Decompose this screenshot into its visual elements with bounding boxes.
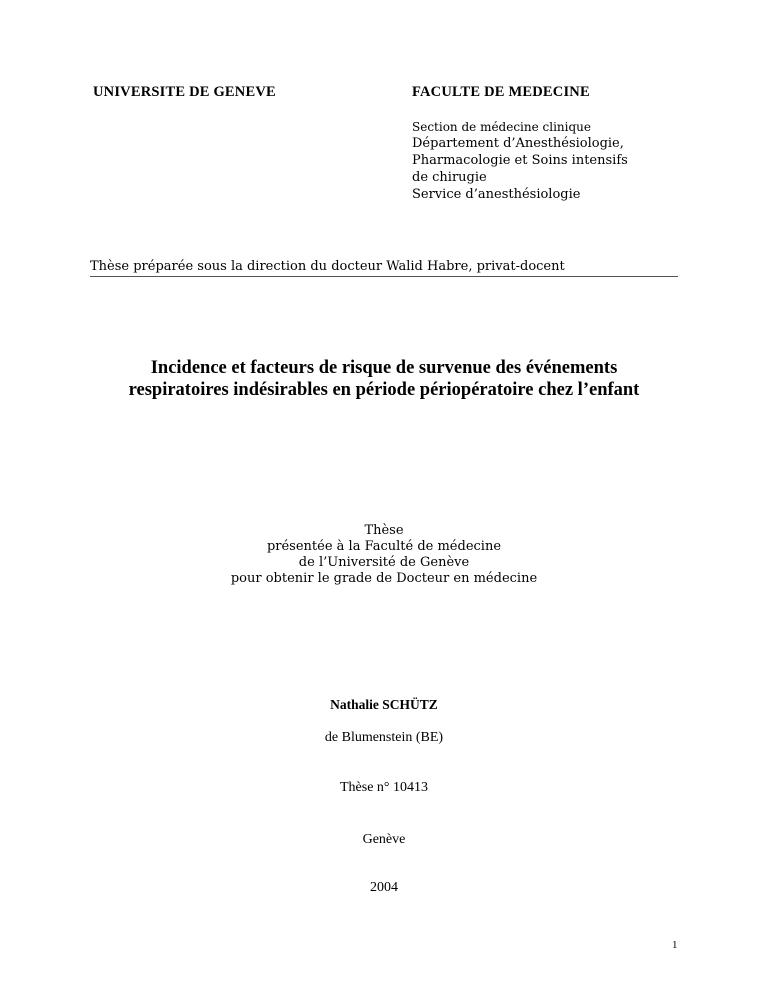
title-line: Incidence et facteurs de risque de survenue des événements <box>150 358 618 378</box>
presentation-line: Thèse <box>364 523 404 538</box>
thesis-title <box>60 357 708 401</box>
thesis-number: Thèse n° 10413 <box>339 780 429 795</box>
page-number: 1 <box>672 939 678 951</box>
thesis-presentation <box>184 523 584 587</box>
divider-rule <box>90 276 678 277</box>
presentation-line: pour obtenir le grade de Docteur en médecine <box>230 571 538 586</box>
department-block <box>412 119 628 203</box>
thesis-direction: Thèse préparée sous la direction du docteur Walid Habre, privat-docent <box>90 259 565 274</box>
year: 2004 <box>370 880 398 895</box>
department-line: Département d’Anesthésiologie, <box>412 136 624 151</box>
department-line: Pharmacologie et Soins intensifs <box>412 153 628 168</box>
author-origin: de Blumenstein (BE) <box>324 730 444 745</box>
presentation-line: présentée à la Faculté de médecine <box>266 539 502 554</box>
city: Genève <box>362 832 406 847</box>
title-line: respiratoires indésirables en période périopératoire chez l’enfant <box>128 380 640 400</box>
university-name: UNIVERSITE DE GENEVE <box>93 84 276 100</box>
presentation-line: de l’Université de Genève <box>298 555 470 570</box>
section-line: Section de médecine clinique <box>412 120 592 134</box>
department-line: de chirugie <box>412 170 487 185</box>
author-name: Nathalie SCHÜTZ <box>330 697 438 712</box>
service-line: Service d’anesthésiologie <box>412 187 581 202</box>
faculty-name: FACULTE DE MEDECINE <box>412 84 590 100</box>
